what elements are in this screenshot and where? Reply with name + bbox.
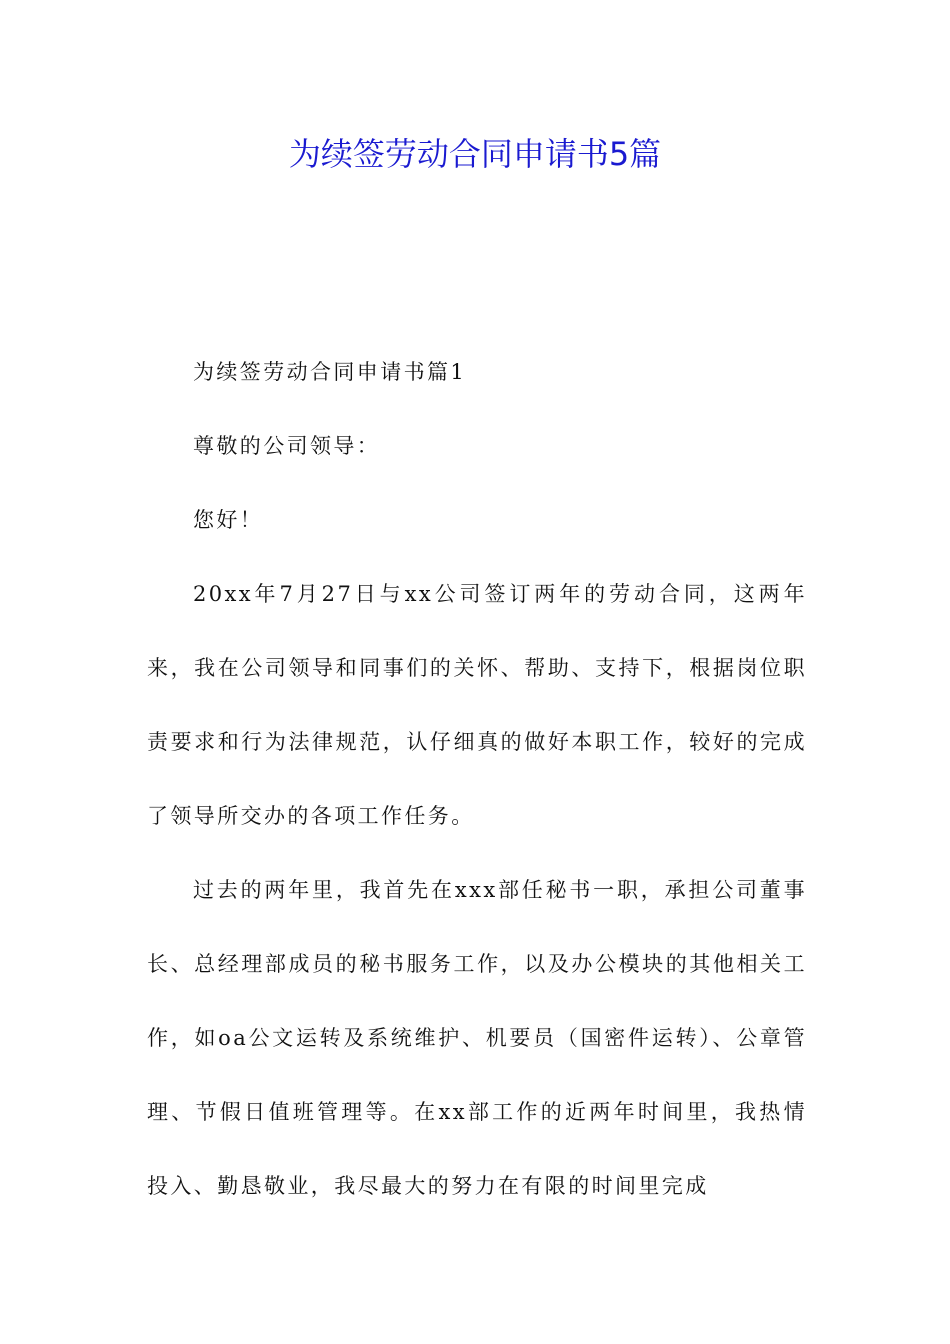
document-body (147, 335, 807, 1223)
body-paragraph: 过去的两年里，我首先在xxx部任秘书一职，承担公司董事长、总经理部成员的秘书服务工作，以及办公模块的其他相关工作，如oa公文运转及系统维护、机要员（国密件运转）、公章管理、节假日值班管理等。在xx部工作的近两年时间里，我热情投入、勤恳敬业，我尽最大的努力在有限的时间里完成 (147, 878, 807, 1198)
salutation: 尊敬的公司领导： (193, 434, 381, 458)
body-paragraph: 20xx年7月27日与xx公司签订两年的劳动合同，这两年来，我在公司领导和同事们的关怀、帮助、支持下，根据岗位职责要求和行为法律规范，认仔细真的做好本职工作，较好的完成了领导所交办的各项工作任务。 (147, 582, 807, 828)
greeting: 您好！ (193, 508, 264, 532)
section-heading: 为续签劳动合同申请书篇1 (193, 360, 467, 384)
document-title: 为续签劳动合同申请书5篇 (288, 135, 662, 173)
